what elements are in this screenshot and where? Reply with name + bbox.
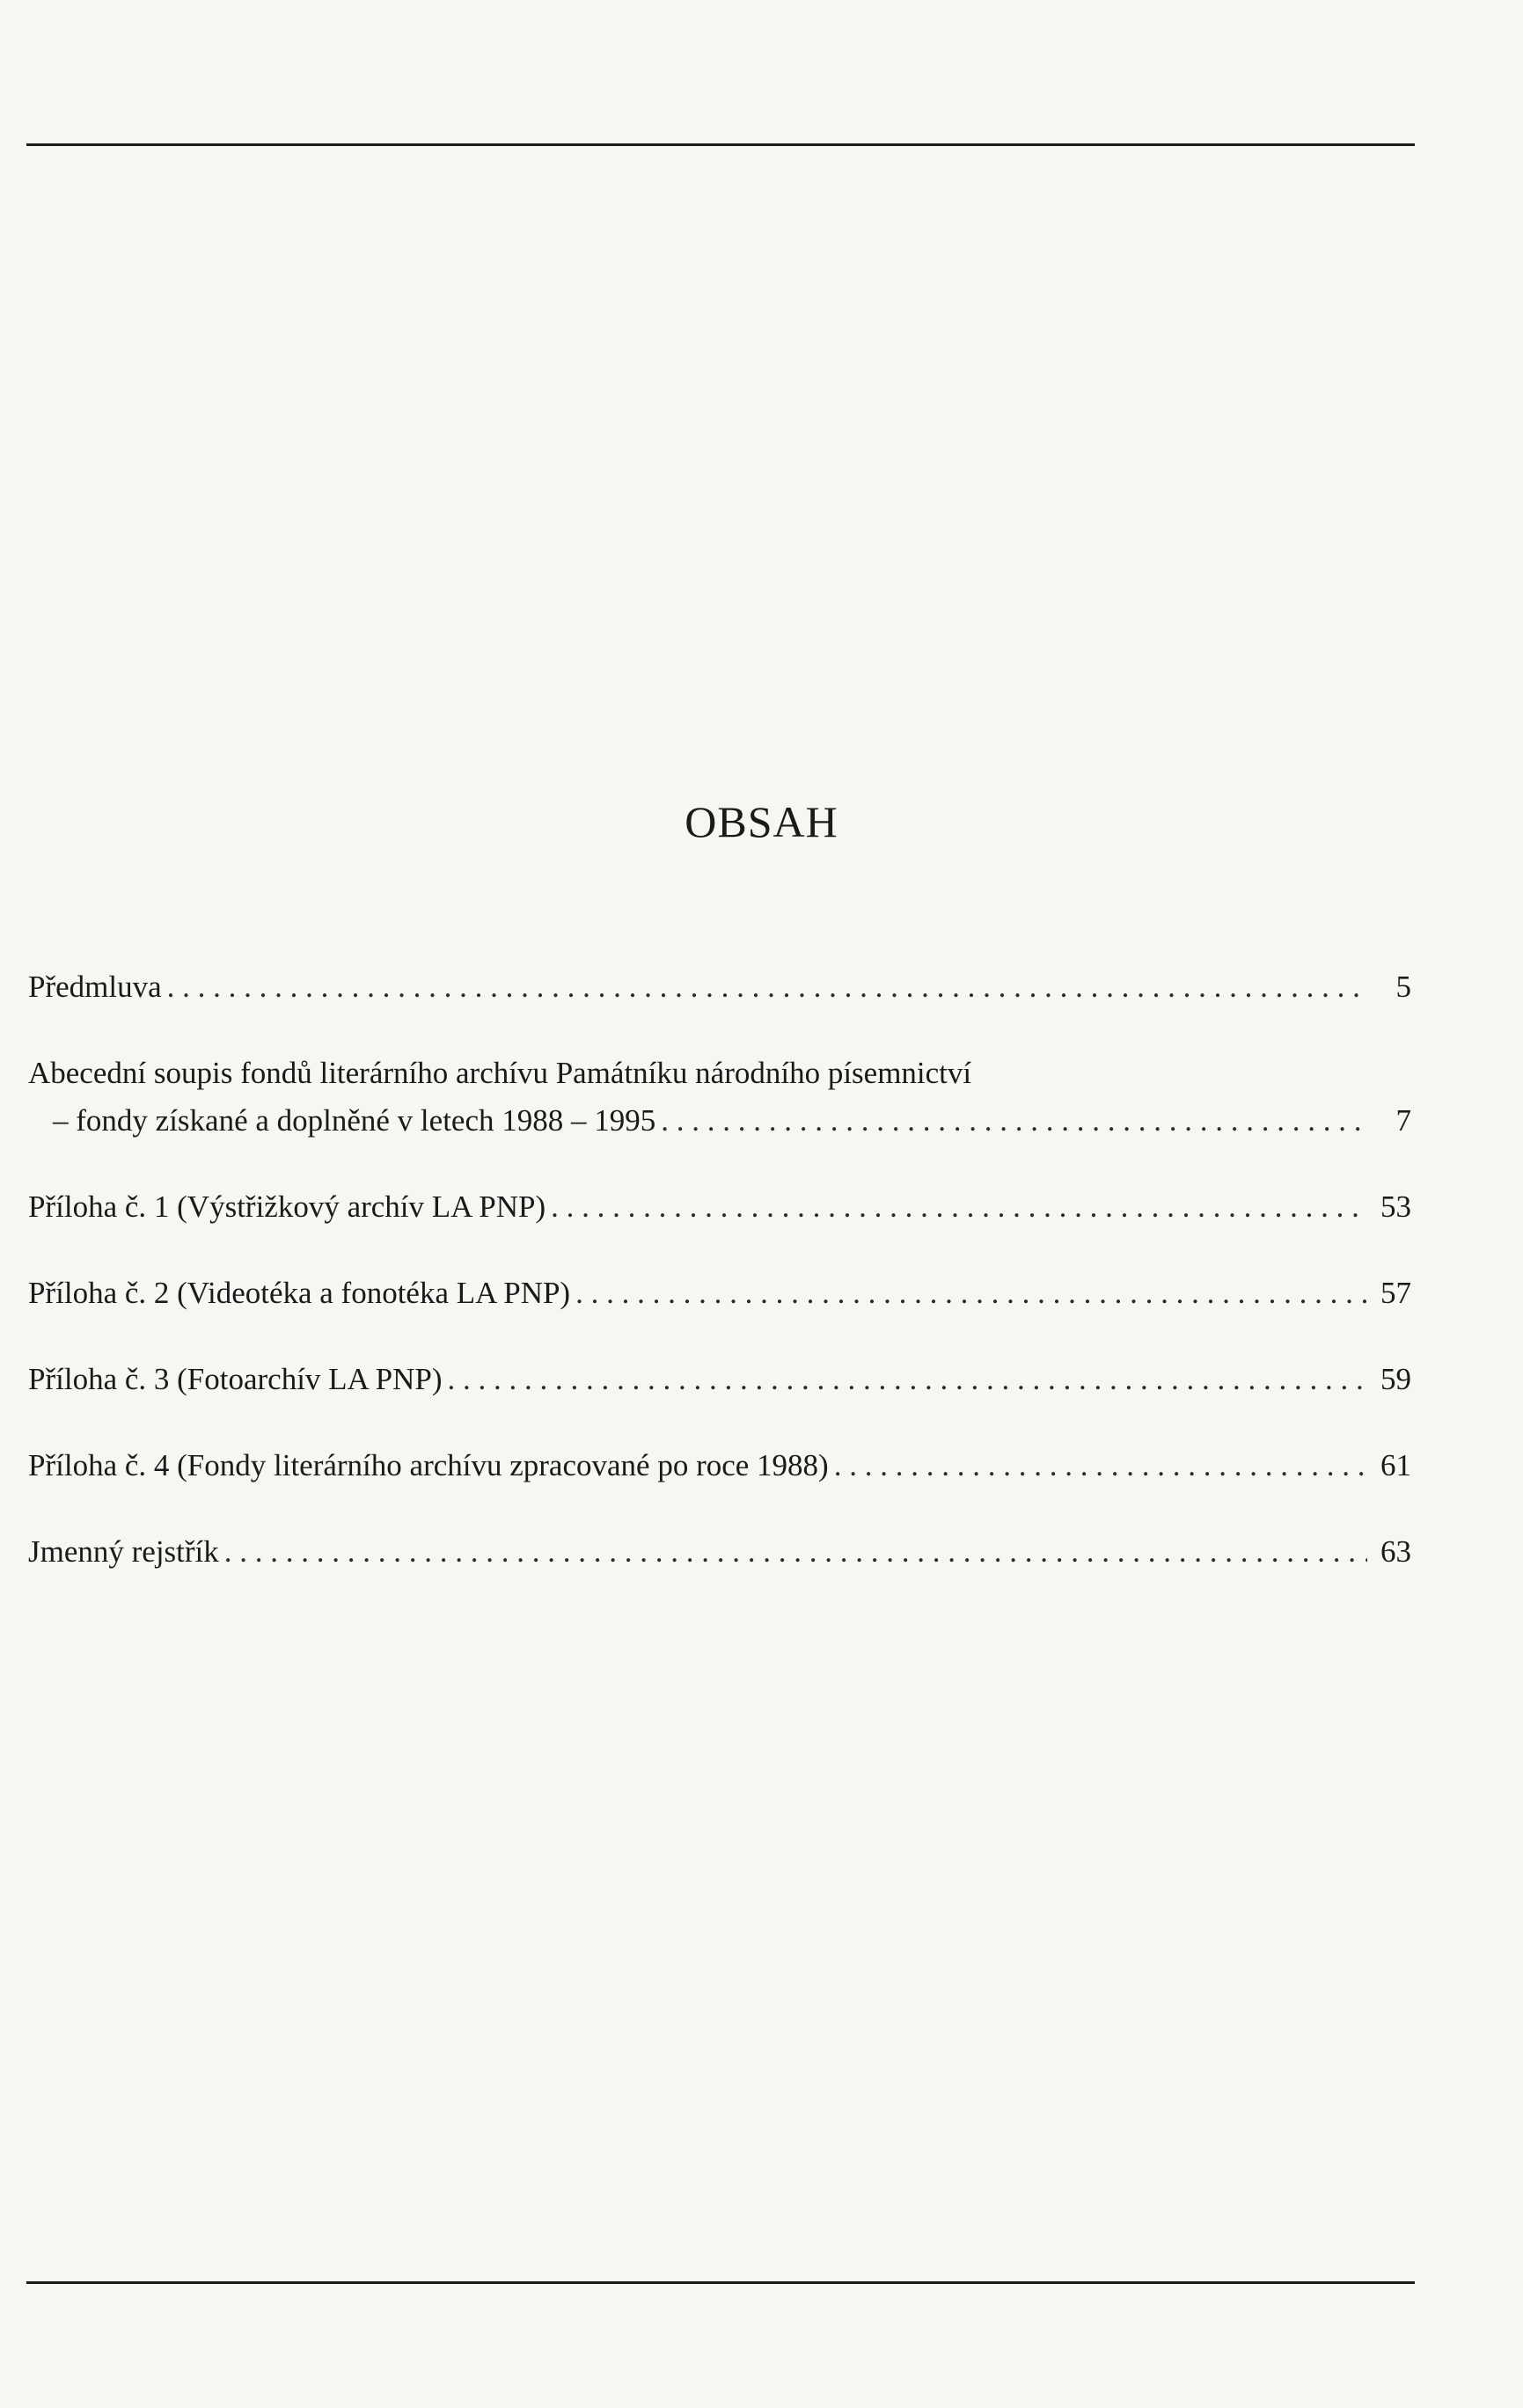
dot-leader: [551, 1183, 1367, 1231]
toc-entry-page: 59: [1380, 1362, 1411, 1396]
toc-entry-page: 61: [1380, 1448, 1411, 1482]
toc-entry-jmenny-rejstrik: [28, 1528, 1411, 1576]
dot-leader: [224, 1528, 1367, 1576]
dot-leader: [167, 963, 1367, 1011]
top-rule: [26, 143, 1415, 146]
dot-leader: [661, 1097, 1367, 1145]
toc-entry-page: 57: [1380, 1276, 1411, 1310]
toc-entry-priloha-3: [28, 1356, 1411, 1403]
toc-entry-page: 63: [1380, 1534, 1411, 1569]
toc-entry-title: Příloha č. 3 (Fotoarchív LA PNP): [28, 1362, 443, 1396]
toc-entry-abecedni-soupis: [28, 1050, 1411, 1145]
page-title: OBSAH: [685, 797, 838, 846]
table-of-contents: [28, 963, 1411, 1614]
toc-entry-page: 5: [1395, 970, 1411, 1004]
toc-entry-predmluva: [28, 963, 1411, 1011]
toc-entry-page: 53: [1380, 1189, 1411, 1224]
toc-entry-title: Abecední soupis fondů literárního archívu Památníku národního písemnictví: [28, 1056, 972, 1090]
toc-entry-priloha-2: [28, 1270, 1411, 1317]
bottom-rule: [26, 2281, 1415, 2284]
toc-entry-title: Příloha č. 2 (Videotéka a fonotéka LA PNP): [28, 1276, 571, 1310]
toc-entry-title: Jmenný rejstřík: [28, 1534, 219, 1569]
toc-entry-priloha-4: [28, 1442, 1411, 1489]
dot-leader: [834, 1442, 1367, 1489]
toc-entry-priloha-1: [28, 1183, 1411, 1231]
toc-entry-title: Předmluva: [28, 970, 162, 1004]
toc-entry-title: Příloha č. 4 (Fondy literárního archívu zpracované po roce 1988): [28, 1448, 829, 1482]
toc-entry-page: 7: [1395, 1103, 1411, 1138]
dot-leader: [448, 1356, 1367, 1403]
toc-entry-title: Příloha č. 1 (Výstřižkový archív LA PNP): [28, 1189, 546, 1224]
dot-leader: [575, 1270, 1367, 1317]
toc-entry-subtitle: – fondy získané a doplněné v letech 1988 – 1995: [53, 1103, 656, 1138]
